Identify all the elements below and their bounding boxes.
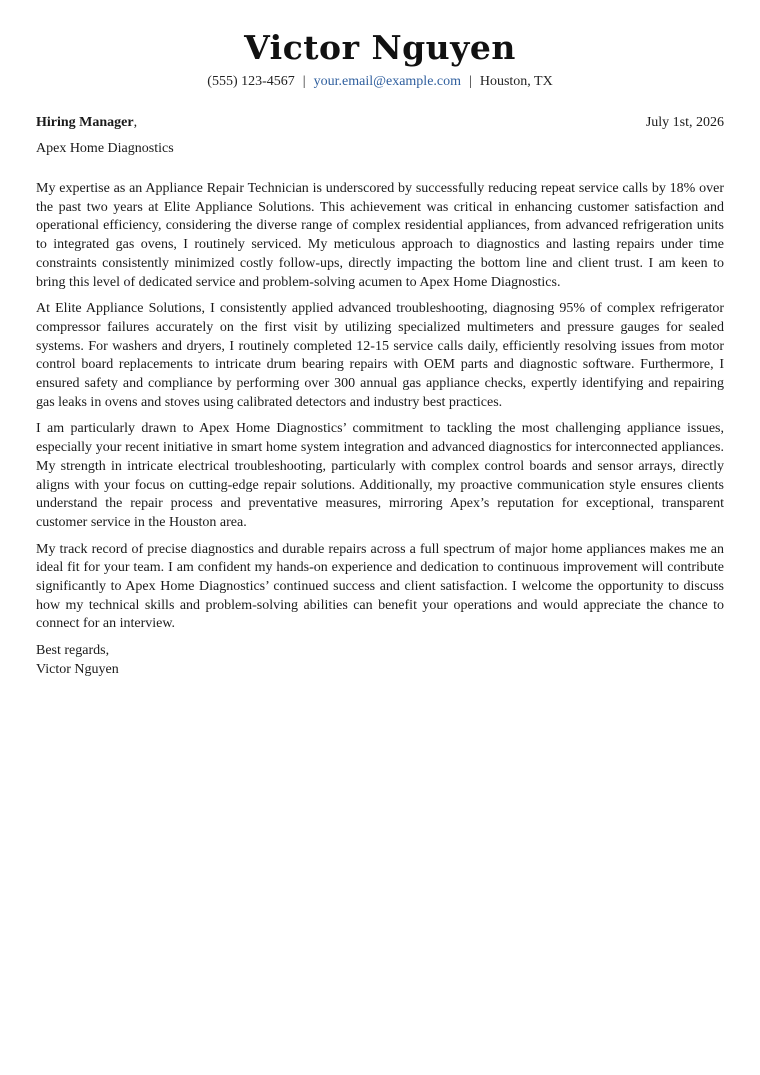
body-paragraph: I am particularly drawn to Apex Home Diagnostics’ commitment to tackling the most challenging appliance issues, especially your recent initiative in smart home system integration and advanced diagnostics for interconnected appliances. My strength in intricate electrical troubleshooting, particularly with complex control boards and sensor arrays, directly aligns with your focus on cutting-edge repair solutions. Additionally, my proactive communication style ensures clients understand the repair process and preventative measures, mirroring Apex’s reputation for exceptional, transparent customer service in the Houston area. bbox=[36, 421, 724, 530]
closing-block bbox=[36, 642, 724, 679]
recipient-comma: , bbox=[133, 115, 138, 130]
location: Houston, TX bbox=[479, 74, 553, 89]
applicant-name: Victor Nguyen bbox=[244, 28, 516, 67]
letter-body bbox=[36, 180, 724, 680]
recipient-name: Hiring Manager bbox=[36, 115, 134, 130]
phone-number: (555) 123-4567 bbox=[207, 74, 295, 89]
email-link[interactable]: your.email@example.com bbox=[313, 74, 462, 89]
contact-line bbox=[0, 74, 760, 90]
letter-date: July 1st, 2026 bbox=[645, 115, 724, 130]
recipient-date-row bbox=[36, 115, 724, 131]
closing-salutation: Best regards, bbox=[36, 643, 110, 659]
body-paragraph: At Elite Appliance Solutions, I consistently applied advanced troubleshooting, diagnosing 95% of complex refrigerator compressor failures accurately on the first visit by utilizing specialized multimeters and pressure gauges for sealed systems. For washers and dryers, I routinely completed 12-15 service calls daily, efficiently resolving issues from motor control board replacements to intricate drum bearing repairs with OEM parts and diagnostic software. Furthermore, I ensured safety and compliance by performing over 300 annual gas appliance checks, expertly identifying and repairing gas leaks in ovens and stoves using calibrated detectors and industry best practices. bbox=[36, 301, 724, 410]
recipient-company: Apex Home Diagnostics bbox=[36, 141, 174, 156]
contact-separator: | bbox=[469, 74, 472, 89]
recipient-line bbox=[36, 115, 137, 131]
body-paragraph: My track record of precise diagnostics and durable repairs across a full spectrum of major home appliances makes me an ideal fit for your team. I am confident my hands-on experience and dedication to continuous improvement will contribute significantly to Apex Home Diagnostics’ continued success and client satisfaction. I welcome the opportunity to discuss how my technical skills and problem-solving abilities can benefit your operations and would appreciate the chance to connect for an interview. bbox=[36, 541, 724, 632]
body-paragraph: My expertise as an Appliance Repair Technician is underscored by successfully reducing repeat service calls by 18% over the past two years at Elite Appliance Solutions. This achievement was critical in enhancing customer satisfaction and operational efficiency, considering the diverse range of complex residential appliances, from advanced refrigeration units to integrated gas ovens, I routinely serviced. My meticulous approach to diagnostics and lasting repairs under time constraints consistently minimized costly follow-ups, directly impacting the bottom line and client trust. I am keen to bring this level of dedicated service and problem-solving acumen to Apex Home Diagnostics. bbox=[36, 181, 724, 290]
contact-separator: | bbox=[302, 74, 306, 89]
signature-name: Victor Nguyen bbox=[36, 661, 119, 677]
